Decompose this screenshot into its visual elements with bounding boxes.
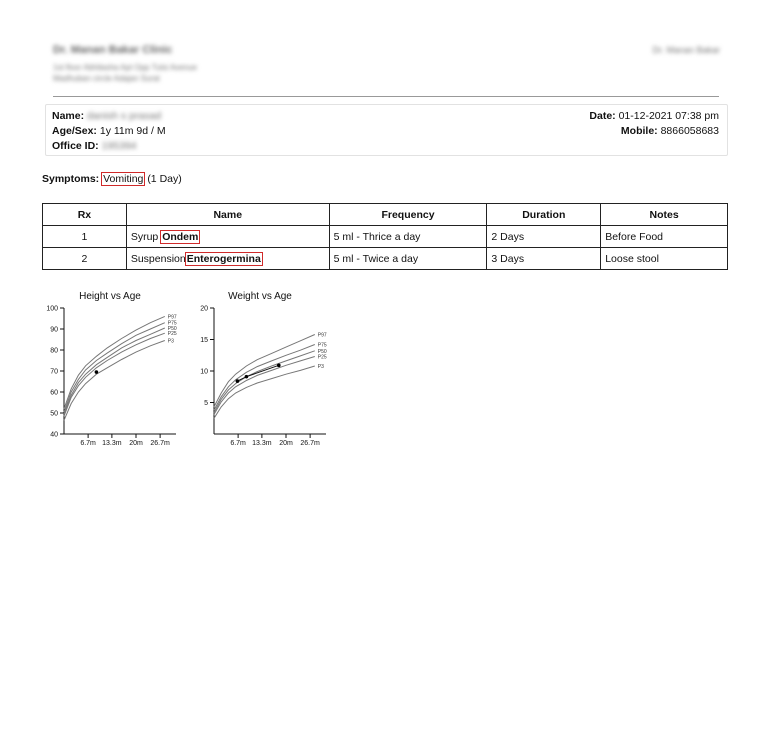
clinic-address-line1: 1st floor Abhilasha Apt Opp Tulsi Avenue: [53, 63, 197, 72]
height-chart-svg: [40, 288, 190, 448]
table-row: [43, 226, 728, 248]
header-divider: [53, 96, 719, 97]
height-series-label: P75: [167, 320, 177, 327]
weight-vs-age-chart: [190, 288, 340, 448]
table-row: [43, 248, 728, 270]
height-x-tick-label: 20m: [129, 440, 143, 447]
height-series-label: P25: [167, 331, 177, 338]
medicine-drug: Enterogermina: [186, 252, 261, 265]
height-chart-title: Height vs Age: [79, 291, 141, 302]
height-patient-point: [95, 370, 99, 374]
weight-patient-point: [236, 379, 240, 383]
weight-y-tick-label: 15: [200, 337, 208, 344]
symptom-value: Vomiting: [103, 173, 144, 185]
weight-x-tick-label: 13.3m: [252, 440, 272, 447]
height-y-tick-label: 90: [50, 326, 58, 334]
col-header-frequency: Frequency: [329, 204, 487, 226]
date-row: [589, 110, 719, 122]
weight-series-label: P97: [317, 332, 327, 339]
medicine-notes: Before Food: [601, 226, 728, 248]
patient-name-value: danish s prasad: [87, 110, 162, 122]
mobile-label: Mobile:: [620, 125, 658, 137]
col-header-name: Name: [126, 204, 329, 226]
patient-office-row: [52, 140, 137, 152]
weight-y-tick-label: 10: [200, 368, 208, 376]
height-y-tick-label: 70: [50, 368, 58, 376]
office-id-label: Office ID:: [52, 140, 99, 152]
height-series-label: P97: [167, 314, 177, 321]
height-x-tick-label: 26.7m: [150, 440, 170, 447]
patient-name-label: Name:: [52, 110, 85, 122]
weight-chart-title: Weight vs Age: [228, 291, 292, 302]
table-header-row: [43, 204, 728, 226]
height-y-tick-label: 100: [46, 305, 58, 313]
col-header-rx: Rx: [43, 204, 127, 226]
symptom-duration: (1 Day): [147, 173, 182, 185]
weight-patient-point: [277, 364, 281, 368]
medicine-drug: Ondem: [162, 230, 199, 243]
height-series-p97: [64, 316, 165, 408]
medicine-frequency: 5 ml - Thrice a day: [329, 226, 487, 248]
medicine-duration: 2 Days: [487, 226, 601, 248]
office-id-value: 195394: [101, 140, 137, 152]
clinic-address-line2: Madhuban circle Adajan Surat: [53, 74, 160, 83]
date-value: 01-12-2021 07:38 pm: [618, 110, 719, 122]
symptoms-label: Symptoms:: [42, 173, 100, 185]
prescription-table: [42, 203, 728, 270]
medicine-duration: 3 Days: [487, 248, 601, 270]
mobile-value: 8866058683: [660, 125, 719, 137]
patient-info-box: [45, 104, 728, 156]
patient-age-row: [52, 125, 166, 137]
height-y-tick-label: 50: [50, 410, 58, 418]
medicine-form: Syrup: [130, 230, 159, 243]
weight-patient-point: [245, 375, 249, 379]
height-y-tick-label: 40: [50, 431, 58, 439]
height-x-tick-label: 6.7m: [80, 440, 96, 447]
mobile-row: [621, 125, 719, 137]
height-series-p75: [64, 323, 165, 412]
medicine-notes: Loose stool: [601, 248, 728, 270]
weight-series-label: P75: [317, 342, 327, 349]
date-label: Date:: [589, 110, 616, 122]
weight-series-label: P50: [317, 348, 327, 355]
medicine-frequency: 5 ml - Twice a day: [329, 248, 487, 270]
weight-series-p50: [214, 351, 315, 413]
col-header-notes: Notes: [601, 204, 728, 226]
weight-series-label: P3: [317, 363, 324, 370]
weight-x-tick-label: 26.7m: [300, 440, 320, 447]
col-header-duration: Duration: [487, 204, 601, 226]
medicine-name: [126, 248, 329, 270]
medicine-name: [126, 226, 329, 248]
clinic-name: Dr. Manan Bakar Clinic: [53, 44, 173, 56]
height-series-label: P3: [167, 338, 174, 345]
height-series-label: P50: [167, 325, 177, 332]
symptoms-row: [42, 173, 182, 185]
medicine-form: Suspension: [130, 252, 186, 265]
weight-x-tick-label: 20m: [279, 440, 293, 447]
weight-y-tick-label: 20: [200, 305, 208, 313]
weight-x-tick-label: 6.7m: [230, 440, 246, 447]
weight-chart-svg: [190, 288, 340, 448]
weight-series-label: P25: [317, 354, 327, 361]
weight-series-p75: [214, 345, 315, 411]
rx-number: 1: [43, 226, 127, 248]
height-y-tick-label: 80: [50, 347, 58, 355]
patient-age-label: Age/Sex:: [52, 125, 97, 137]
patient-name-row: [52, 110, 161, 122]
rx-number: 2: [43, 248, 127, 270]
height-y-tick-label: 60: [50, 389, 58, 397]
height-series-p50: [64, 328, 165, 414]
height-x-tick-label: 13.3m: [102, 440, 122, 447]
patient-age-value: 1y 11m 9d / M: [99, 125, 166, 137]
doctor-name-right: Dr. Manan Bakar: [652, 45, 720, 55]
weight-y-tick-label: 5: [204, 400, 208, 407]
height-vs-age-chart: [40, 288, 190, 448]
